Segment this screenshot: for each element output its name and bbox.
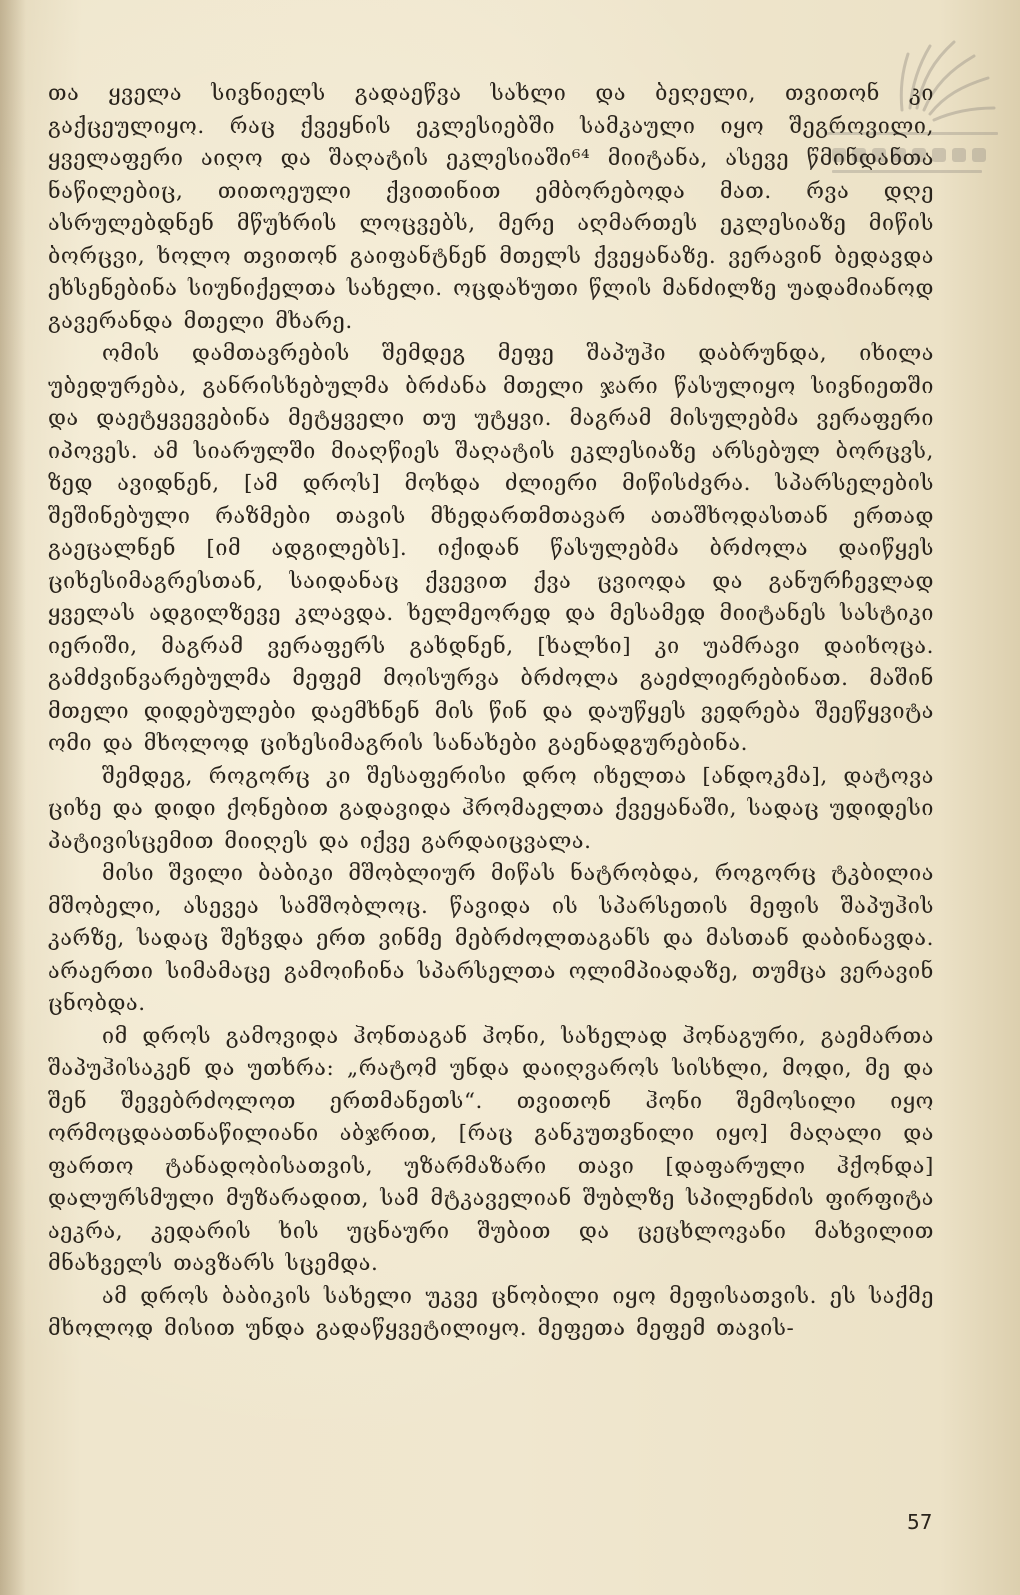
paragraph-4: მისი შვილი ბაბიკი მშობლიურ მიწას ნატრობდა, როგორც ტკბილია მშობელი, ასევეა სამშობლოც. წავიდა ის სპარსეთის მეფის შაპუჰის კარზე, სადაც შეხვდა ერთ ვინმე მებრძოლთაგანს და მასთან დაბინავდა. არაერთი სიმამაცე გამოიჩინა სპარსელთა ოლიმპიადაზე, თუმცა ვერავინ ცნობდა. xyxy=(48,861,934,1016)
paragraph-5: იმ დროს გამოვიდა ჰონთაგან ჰონი, სახელად ჰონაგური, გაემართა შაპუჰისაკენ და უთხრა: „რატომ უნდა დაიღვაროს სისხლი, მოდი, მე და შენ შევებრძოლოთ ერთმანეთს“. თვითონ ჰონი შემოსილი იყო ორმოცდაათნაწილიანი აბჯრით, [რაც განკუთვნილი იყო] მაღალი და ფართო ტანადობისათვის, უზარმაზარი თავი [დაფარული ჰქონდა] დალურსმული მუზარადით, სამ მტკაველიან შუბლზე სპილენძის ფირფიტა აეკრა, კედარის ხის უცნაური შუბით და ცეცხლოვანი მახვილით მნახველს თავზარს სცემდა. xyxy=(48,1023,934,1276)
body-text xyxy=(48,78,934,1346)
binding-shadow xyxy=(0,0,26,1595)
paragraph-1: თა ყველა სივნიელს გადაეწვა სახლი და ბეღელი, თვითონ კი გაქცეულიყო. რაც ქვეყნის ეკლესიებში სამკაული იყო შეგროვილი, ყველაფერი აიღო და შაღატის ეკლესიაში⁶⁴ მიიტანა, ასევე წმინდანთა ნაწილებიც, თითოეული ქვითინით ემბორებოდა მათ. რვა დღე ასრულებდნენ მწუხრის ლოცვებს, მერე აღმართეს ეკლესიაზე მიწის ბორცვი, ხოლო თვითონ გაიფანტნენ მთელს ქვეყანაზე. ვერავინ ბედავდა ეხსენებინა სიუნიქელთა სახელი. ოცდახუთი წლის მანძილზე უადამიანოდ გავერანდა მთელი მხარე. xyxy=(48,81,934,334)
paragraph-6: ამ დროს ბაბიკის სახელი უკვე ცნობილი იყო მეფისათვის. ეს საქმე მხოლოდ მისით უნდა გადაწყვეტილიყო. მეფეთა მეფემ თავის- xyxy=(48,1283,934,1341)
page-number: 57 xyxy=(907,1510,933,1534)
paragraph-2: ომის დამთავრების შემდეგ მეფე შაპუჰი დაბრუნდა, იხილა უბედურება, განრისხებულმა ბრძანა მთელი ჯარი წასულიყო სივნიეთში და დაეტყვევებინა მეტყველი თუ უტყვი. მაგრამ მისულებმა ვერაფერი იპოვეს. ამ სიარულში მიაღწიეს შაღატის ეკლესიაზე არსებულ ბორცვს, ზედ ავიდნენ, [ამ დროს] მოხდა ძლიერი მიწისძვრა. სპარსელების შეშინებული რაზმები თავის მხედართმთავარ ათაშხოდასთან ერთად გაეცალნენ [იმ ადგილებს]. იქიდან წასულებმა ბრძოლა დაიწყეს ციხესიმაგრესთან, საიდანაც ქვევით ქვა ცვიოდა და განურჩევლად ყველას ადგილზევე კლავდა. ხელმეორედ და მესამედ მიიტანეს სასტიკი იერიში, მაგრამ ვერაფერს გახდნენ, [ხალხი] კი უამრავი დაიხოცა. გამძვინვარებულმა მეფემ მოისურვა ბრძოლა გაეძლიერებინათ. მაშინ მთელი დიდებულები დაემხნენ მის წინ და დაუწყეს ვედრება შეეწყვიტა ომი და მხოლოდ ციხესიმაგრის სანახები გაენადგურებინა. xyxy=(48,341,934,756)
paragraph-3: შემდეგ, როგორც კი შესაფერისი დრო იხელთა [ანდოკმა], დატოვა ციხე და დიდი ქონებით გადავიდა ჰრომაელთა ქვეყანაში, სადაც უდიდესი პატივისცემით მიიღეს და იქვე გარდაიცვალა. xyxy=(48,763,934,854)
